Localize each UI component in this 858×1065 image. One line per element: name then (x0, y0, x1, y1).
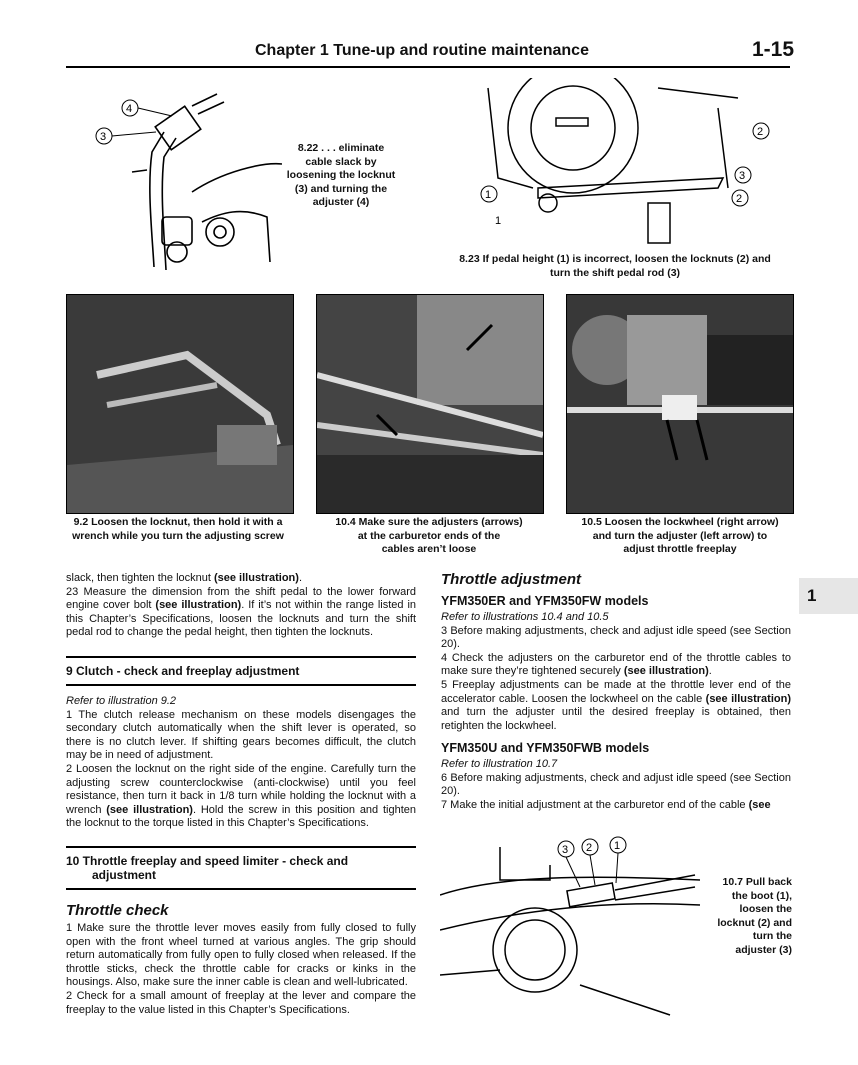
callout-2-bottom: 2 (736, 193, 743, 205)
callout-1: 1 (485, 189, 492, 201)
paragraph-23: 23 Measure the dimension from the shift pedal to the lower forward engine cover bolt (see illustration). If it’s not within the range listed in this Chapter’s Specifications, loosen the locknuts and turn the shift pedal rod to change the pedal height, then tighten the locknuts. (66, 585, 417, 639)
paragraph-continued: slack, then tighten the locknut (see illustration). (66, 572, 303, 584)
figure-8-22-drawing (92, 92, 282, 282)
callout-4: 4 (126, 103, 133, 115)
section-9-ref: Refer to illustration 9.2 (66, 695, 177, 707)
throttle-adjustment-heading: Throttle adjustment (441, 571, 582, 588)
section-9-paragraph-1: 1 The clutch release mechanism on these models disengages the secondary clutch automatically when the shift lever is operated, so there is no clutch lever. If shifting gears becomes difficult, the clutch may be in need of adjustment. (66, 708, 416, 762)
yfm350u-heading: YFM350U and YFM350FWB models (441, 741, 650, 755)
callout-2: 2 (586, 842, 593, 854)
caption-8-23: 8.23 If pedal height (1) is incorrect, loosen the locknuts (2) and turn the shift pedal rod (3) (459, 253, 771, 279)
caption-10-4: 10.4 Make sure the adjusters (arrows) at the carburetor ends of the cables aren’t loose (335, 516, 523, 555)
photo-10-5 (566, 294, 794, 514)
caption-8-22: 8.22 . . . eliminate cable slack by loosening the locknut (3) and turning the adjuster (4) (286, 142, 396, 208)
section-9-heading: 9 Clutch - check and freeplay adjustment (66, 656, 416, 686)
callout-3: 3 (562, 844, 569, 856)
sub2-ref: Refer to illustration 10.7 (441, 758, 558, 770)
figure-8-23-drawing (478, 78, 778, 250)
caption-9-2: 9.2 Loosen the locknut, then hold it with a wrench while you turn the adjusting screw (72, 516, 284, 542)
chapter-title: Chapter 1 Tune-up and routine maintenance (255, 42, 589, 59)
section-9-paragraph-2: 2 Loosen the locknut on the right side of the engine. Carefully turn the adjusting screw counterclockwise (anti-clockwise) until you feel resistance, then turn it back in 1/8 turn while holding the locknut with a wrench (see illustration). Hold the screw in this position and tighten the locknut to the torque listed in this Chapter’s Specifications. (66, 762, 416, 830)
left-column (66, 572, 416, 640)
right-paragraph-7: 7 Make the initial adjustment at the carburetor end of the cable (see (441, 798, 771, 811)
chapter-thumb-tab: 1 (799, 578, 858, 614)
callout-2-top: 2 (757, 126, 764, 138)
right-paragraph-5: 5 Freeplay adjustments can be made at the throttle lever end of the accelerator cable. Loosen the lockwheel on the cable (see illustration) and turn the adjuster until the desired freeplay is obtained, then retighten the lockwheel. (441, 678, 791, 732)
right-paragraph-3: 3 Before making adjustments, check and adjust idle speed (see Section 20). (441, 624, 791, 651)
right-column-body-1 (441, 611, 791, 733)
caption-10-7: 10.7 Pull back the boot (1), loosen the locknut (2) and turn the adjuster (3) (717, 876, 792, 956)
throttle-check-body (66, 922, 416, 1017)
right-paragraph-4: 4 Check the adjusters on the carburetor end of the throttle cables to make sure they’re tightened securely (see illustration). (441, 651, 791, 678)
section-10-heading: 10 Throttle freeplay and speed limiter - check and adjustment (66, 846, 416, 890)
header-rule (66, 66, 790, 68)
throttle-check-heading: Throttle check (66, 902, 169, 919)
throttle-check-paragraph-1: 1 Make sure the throttle lever moves easily from fully closed to fully open with the front wheel turned at various angles. The grip should return automatically from fully open to fully closed when released. If the throttle sticks, check the throttle cable for cracks or kinks in the housings. Also, make sure the inner cable is clean and well-lubricated. (66, 922, 416, 989)
right-paragraph-6: 6 Before making adjustments, check and adjust idle speed (see Section 20). (441, 771, 791, 798)
callout-3: 3 (739, 170, 746, 182)
throttle-check-paragraph-2: 2 Check for a small amount of freeplay at the lever and compare the freeplay to the value listed in this Chapter’s Specifications. (66, 989, 416, 1016)
photo-9-2 (66, 294, 294, 514)
photo-10-4 (316, 294, 544, 514)
figure-10-7-drawing (440, 835, 705, 1017)
right-column-body-2 (441, 758, 791, 812)
callout-3: 3 (100, 131, 107, 143)
caption-10-5: 10.5 Loosen the lockwheel (right arrow) and turn the adjuster (left arrow) to adjust throttle freeplay (581, 516, 779, 555)
yfm350er-heading: YFM350ER and YFM350FW models (441, 594, 649, 608)
section-9-body (66, 695, 416, 831)
dimension-label-1: 1 (495, 215, 502, 227)
callout-1: 1 (614, 840, 621, 852)
page-number: 1-15 (752, 38, 795, 61)
sub1-ref: Refer to illustrations 10.4 and 10.5 (441, 611, 609, 623)
